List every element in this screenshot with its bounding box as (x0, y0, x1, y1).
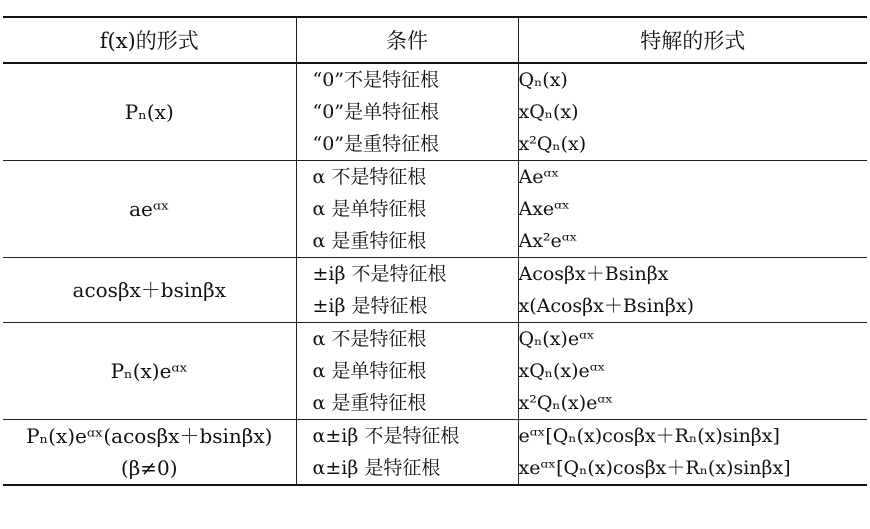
condition-line: “0”不是特征根 (312, 69, 440, 91)
form-cell (3, 258, 296, 323)
solution-line: Ax²eᵅˣ (518, 230, 578, 252)
form-cell (3, 323, 296, 420)
form-text: Pₙ(x) (124, 100, 174, 124)
condition-cell (296, 323, 518, 420)
solution-line: xQₙ(x)eᵅˣ (518, 360, 606, 382)
solution-line: Aeᵅˣ (518, 166, 560, 188)
condition-line: α±iβ 不是特征根 (312, 425, 460, 447)
solution-line: Acosβx＋Bsinβx (518, 263, 669, 285)
table-row (3, 258, 867, 323)
header-form: f(x)的形式 (3, 17, 296, 63)
solution-line: Axeᵅˣ (518, 198, 570, 220)
table-row (3, 161, 867, 258)
solution-cell (518, 258, 867, 323)
solution-cell (518, 323, 867, 420)
condition-line: ±iβ 是特征根 (312, 295, 428, 317)
condition-line: α 是单特征根 (312, 198, 427, 220)
form-cell (3, 161, 296, 258)
condition-cell (296, 161, 518, 258)
solution-line: xQₙ(x) (518, 101, 579, 123)
condition-line: “0”是单特征根 (312, 101, 440, 123)
condition-line: α 是重特征根 (312, 230, 427, 252)
condition-line: ±iβ 不是特征根 (312, 263, 447, 285)
form-text: aeᵅˣ (129, 197, 170, 221)
solution-line: Qₙ(x)eᵅˣ (518, 328, 595, 350)
table-row (3, 420, 867, 486)
solution-line: eᵅˣ[Qₙ(x)cosβx＋Rₙ(x)sinβx] (518, 425, 780, 447)
condition-line: α±iβ 是特征根 (312, 457, 441, 479)
table-row (3, 323, 867, 420)
form-cell (3, 420, 296, 486)
condition-line: α 不是特征根 (312, 328, 427, 350)
solution-line: Qₙ(x) (518, 69, 568, 91)
header-condition: 条件 (296, 17, 518, 63)
condition-cell (296, 258, 518, 323)
solution-line: x²Qₙ(x) (518, 133, 587, 155)
table-row (3, 63, 867, 161)
particular-solution-table (3, 16, 867, 486)
condition-line: α 是重特征根 (312, 392, 427, 414)
condition-line: α 是单特征根 (312, 360, 427, 382)
condition-cell (296, 63, 518, 161)
form-cell (3, 63, 296, 161)
form-text: Pₙ(x)eᵅˣ(acosβx＋bsinβx) (26, 424, 273, 448)
condition-line: α 不是特征根 (312, 166, 427, 188)
form-note: (β≠0) (120, 456, 178, 480)
header-row (3, 17, 867, 63)
header-solution: 特解的形式 (518, 17, 867, 63)
solution-cell (518, 63, 867, 161)
solution-line: x(Acosβx＋Bsinβx) (518, 295, 695, 317)
condition-line: “0”是重特征根 (312, 133, 440, 155)
form-text: Pₙ(x)eᵅˣ (110, 359, 188, 383)
form-text: acosβx＋bsinβx (72, 278, 226, 302)
solution-line: xeᵅˣ[Qₙ(x)cosβx＋Rₙ(x)sinβx] (518, 457, 791, 479)
condition-cell (296, 420, 518, 486)
solution-cell (518, 161, 867, 258)
solution-line: x²Qₙ(x)eᵅˣ (518, 392, 614, 414)
solution-cell (518, 420, 867, 486)
